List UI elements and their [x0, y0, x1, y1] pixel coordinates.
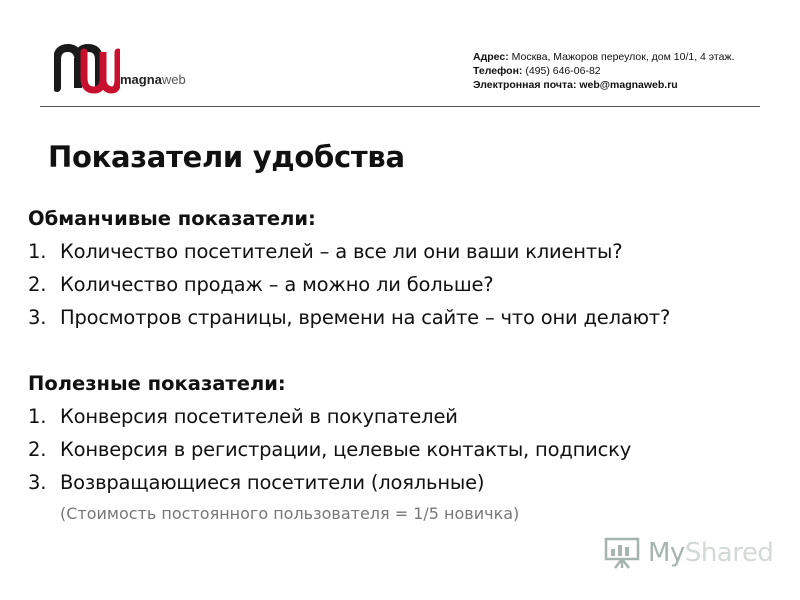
email-line	[473, 78, 734, 92]
contact-info	[473, 50, 734, 92]
list-item: 3. Возвращающиеся посетители (лояльные)	[28, 471, 485, 494]
watermark-text: MyShared	[648, 538, 774, 568]
misleading-heading: Обманчивые показатели:	[28, 207, 316, 230]
section-spacer	[28, 334, 778, 367]
retention-note: (Стоимость постоянного пользователя = 1/5 новичка)	[60, 504, 520, 523]
slide-title: Показатели удобства	[48, 140, 405, 174]
phone-line	[473, 64, 734, 78]
logo-wordmark: magnaweb	[120, 72, 186, 87]
useful-heading: Полезные показатели:	[28, 372, 286, 395]
presentation-board-icon	[604, 536, 640, 570]
email-link[interactable]: web@magnaweb.ru	[579, 79, 678, 91]
slide-body	[28, 202, 778, 527]
phone-value: (495) 646-06-82	[525, 65, 601, 77]
address-value: Москва, Мажоров переулок, дом 10/1, 4 этаж.	[511, 51, 735, 63]
myshared-watermark	[604, 534, 774, 574]
useful-list	[28, 400, 778, 499]
list-item: 2. Количество продаж – а можно ли больше?	[28, 273, 494, 296]
list-item: 1. Конверсия посетителей в покупателей	[28, 405, 458, 428]
mw-logo-mark-icon	[54, 42, 120, 94]
email-label: Электронная почта:	[473, 79, 577, 91]
company-logo[interactable]	[54, 42, 204, 94]
misleading-list	[28, 235, 778, 334]
list-item: 2. Конверсия в регистрации, целевые контакты, подписку	[28, 438, 632, 461]
header-divider	[40, 106, 760, 107]
address-label: Адрес:	[473, 51, 509, 63]
address-line	[473, 50, 734, 64]
phone-label: Телефон:	[473, 65, 523, 77]
list-item: 3. Просмотров страницы, времени на сайте – что они делают?	[28, 306, 671, 329]
list-item: 1. Количество посетителей – а все ли они ваши клиенты?	[28, 240, 623, 263]
